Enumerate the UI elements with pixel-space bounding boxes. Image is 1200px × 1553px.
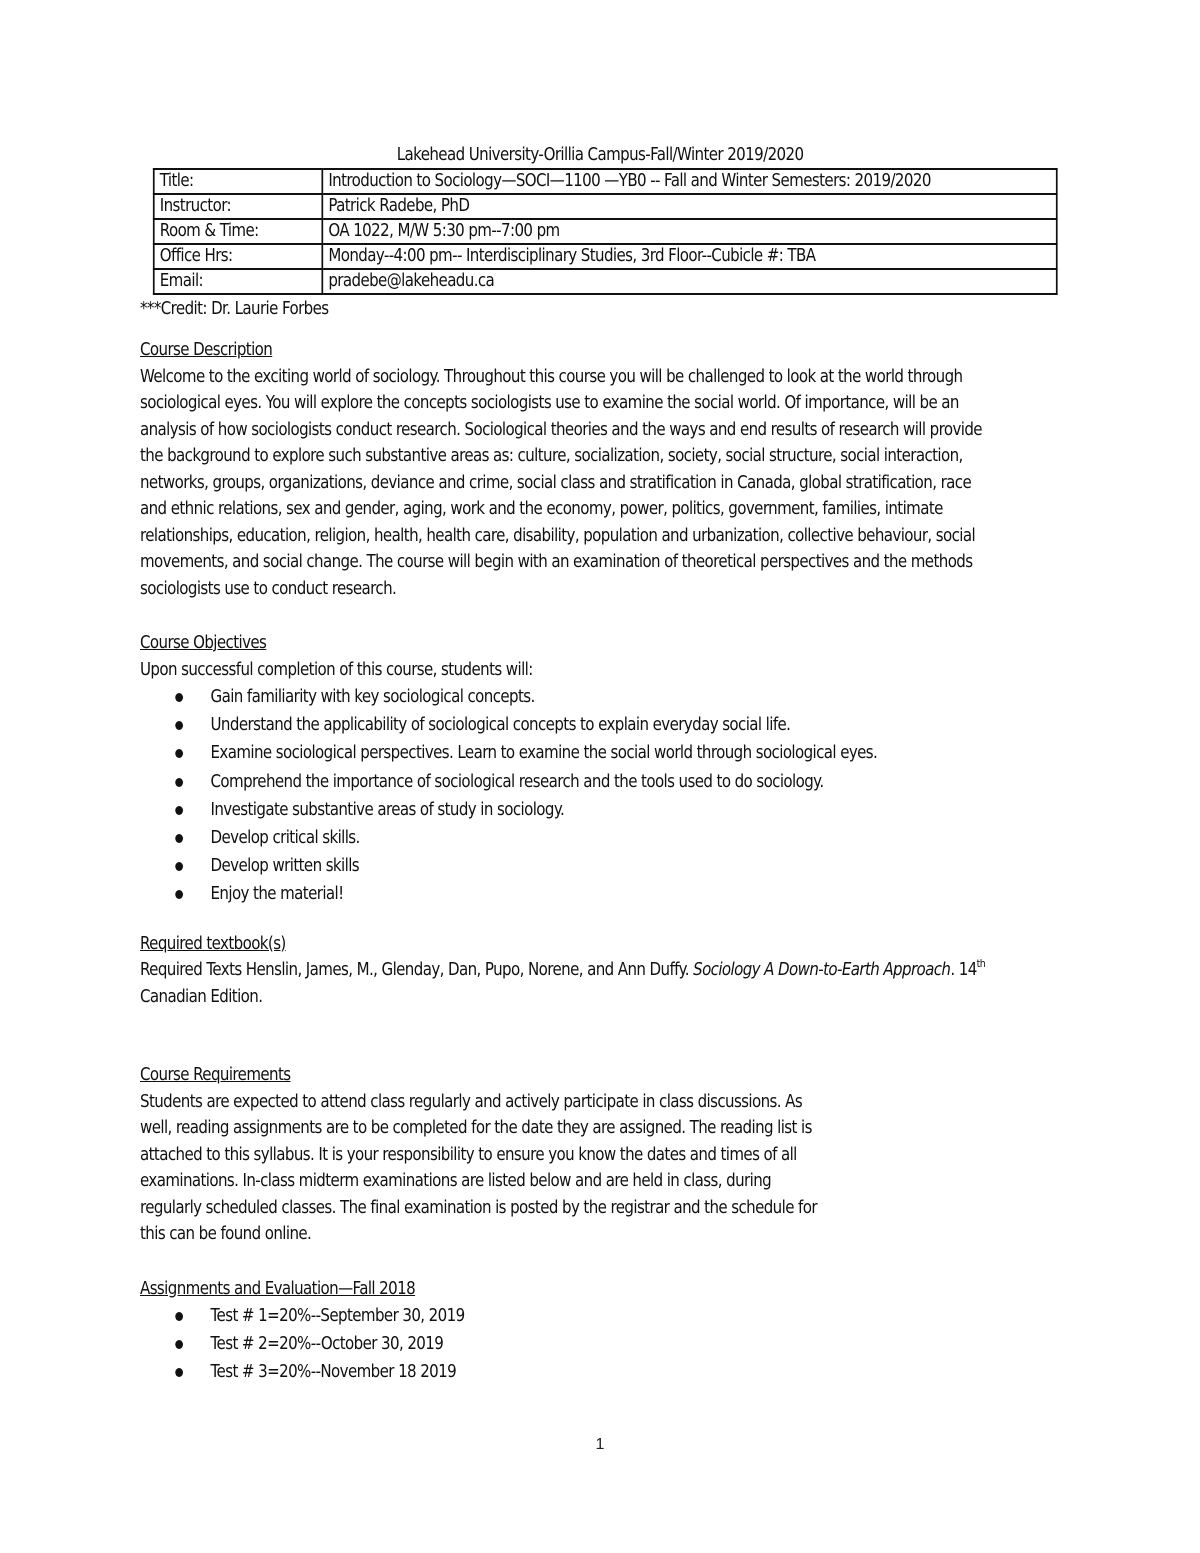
assignments-heading: Assignments and Evaluation—Fall 2018	[140, 1278, 416, 1299]
list-item: Understand the applicability of sociological concepts to explain everyday social life.	[140, 711, 1060, 739]
paragraph-line: sociologists use to conduct research.	[140, 578, 397, 599]
info-value: Introduction to Sociology—SOCI—1100 —YB0 -- Fall and Winter Semesters: 2019/2020	[322, 169, 1056, 194]
list-item: Investigate substantive areas of study in sociology.	[140, 796, 1060, 824]
info-label: Email:	[154, 269, 323, 294]
objectives-list	[140, 683, 1060, 909]
list-item: Test # 3=20%--November 18 2019	[140, 1358, 1060, 1386]
paragraph-line	[140, 957, 1060, 984]
list-item: Test # 1=20%--September 30, 2019	[140, 1302, 1060, 1330]
paragraph-line: well, reading assignments are to be completed for the date they are assigned. The reading list is	[140, 1118, 812, 1138]
paragraph-line: and ethnic relations, sex and gender, aging, work and the economy, power, politics, government, families, intimate	[140, 499, 943, 519]
paragraph-line: the background to explore such substantive areas as: culture, socialization, society, social structure, social interaction,	[140, 446, 963, 466]
info-row-room-time	[154, 219, 1057, 244]
course-info-table	[153, 168, 1058, 295]
document-body	[140, 142, 1060, 1387]
list-item: Develop critical skills.	[140, 824, 1060, 852]
paragraph-line: Canadian Edition.	[140, 986, 263, 1007]
info-row-instructor	[154, 194, 1057, 219]
paragraph-line: regularly scheduled classes. The final examination is posted by the registrar and the schedule for	[140, 1197, 817, 1218]
course-description-heading: Course Description	[140, 340, 273, 360]
paragraph-line: movements, and social change. The course will begin with an examination of theoretical perspectives and the methods	[140, 552, 973, 572]
paragraph-line: relationships, education, religion, health, health care, disability, population and urbanization, collective behaviour, social	[140, 525, 976, 546]
paragraph-line: analysis of how sociologists conduct research. Sociological theories and the ways and end results of research will provide	[140, 419, 982, 440]
email-link[interactable]: pradebe@lakeheadu.ca	[322, 269, 1056, 294]
textbook-text	[140, 957, 1060, 1010]
course-requirements-text	[140, 1089, 1060, 1248]
info-row-office-hours	[154, 244, 1057, 269]
paragraph-line: Welcome to the exciting world of sociology. Throughout this course you will be challenged to look at the world through	[140, 366, 963, 387]
info-label: Office Hrs:	[154, 244, 323, 269]
course-objectives-heading: Course Objectives	[140, 633, 267, 653]
page-number: 1	[595, 1436, 605, 1453]
course-objectives-intro: Upon successful completion of this course, students will:	[140, 659, 533, 680]
list-item: Develop written skills	[140, 852, 1060, 880]
credit-note: ***Credit: Dr. Laurie Forbes	[140, 299, 329, 319]
textbook-authors: Required Texts Henslin, James, M., Glenday, Dan, Pupo, Norene, and Ann Duffy.	[140, 960, 694, 980]
info-label: Room & Time:	[154, 219, 323, 244]
paragraph-line: attached to this syllabus. It is your responsibility to ensure you know the dates and times of all	[140, 1144, 797, 1165]
paragraph-line: sociological eyes. You will explore the concepts sociologists use to examine the social world. Of importance, will be an	[140, 393, 959, 413]
textbook-edition: . 14	[950, 960, 977, 980]
list-item: Comprehend the importance of sociological research and the tools used to do sociology.	[140, 768, 1060, 796]
assignments-list	[140, 1302, 1060, 1387]
info-value: OA 1022, M/W 5:30 pm--7:00 pm	[322, 219, 1056, 244]
list-item: Examine sociological perspectives. Learn to examine the social world through sociological eyes.	[140, 739, 1060, 767]
ordinal-suffix: th	[976, 957, 986, 970]
textbook-title: Sociology A Down-to-Earth Approach	[693, 960, 951, 980]
paragraph-line: examinations. In-class midterm examinations are listed below and are held in class, during	[140, 1171, 772, 1191]
document-title: Lakehead University-Orillia Campus-Fall/Winter 2019/2020	[396, 145, 804, 165]
textbook-heading: Required textbook(s)	[140, 933, 286, 954]
info-value: Patrick Radebe, PhD	[322, 194, 1056, 219]
list-item: Test # 2=20%--October 30, 2019	[140, 1330, 1060, 1358]
info-row-email	[154, 269, 1057, 294]
info-label: Title:	[154, 169, 323, 194]
paragraph-line: Students are expected to attend class regularly and actively participate in class discussions. As	[140, 1091, 803, 1112]
info-label: Instructor:	[154, 194, 323, 219]
info-row-title	[154, 169, 1057, 194]
paragraph-line: networks, groups, organizations, deviance and crime, social class and stratification in Canada, global stratification, race	[140, 472, 972, 493]
course-requirements-heading: Course Requirements	[140, 1065, 291, 1085]
info-value: Monday--4:00 pm-- Interdisciplinary Studies, 3rd Floor--Cubicle #: TBA	[322, 244, 1056, 269]
course-description-text	[140, 364, 1060, 603]
list-item: Gain familiarity with key sociological concepts.	[140, 683, 1060, 711]
paragraph-line: this can be found online.	[140, 1224, 312, 1244]
list-item: Enjoy the material!	[140, 880, 1060, 908]
